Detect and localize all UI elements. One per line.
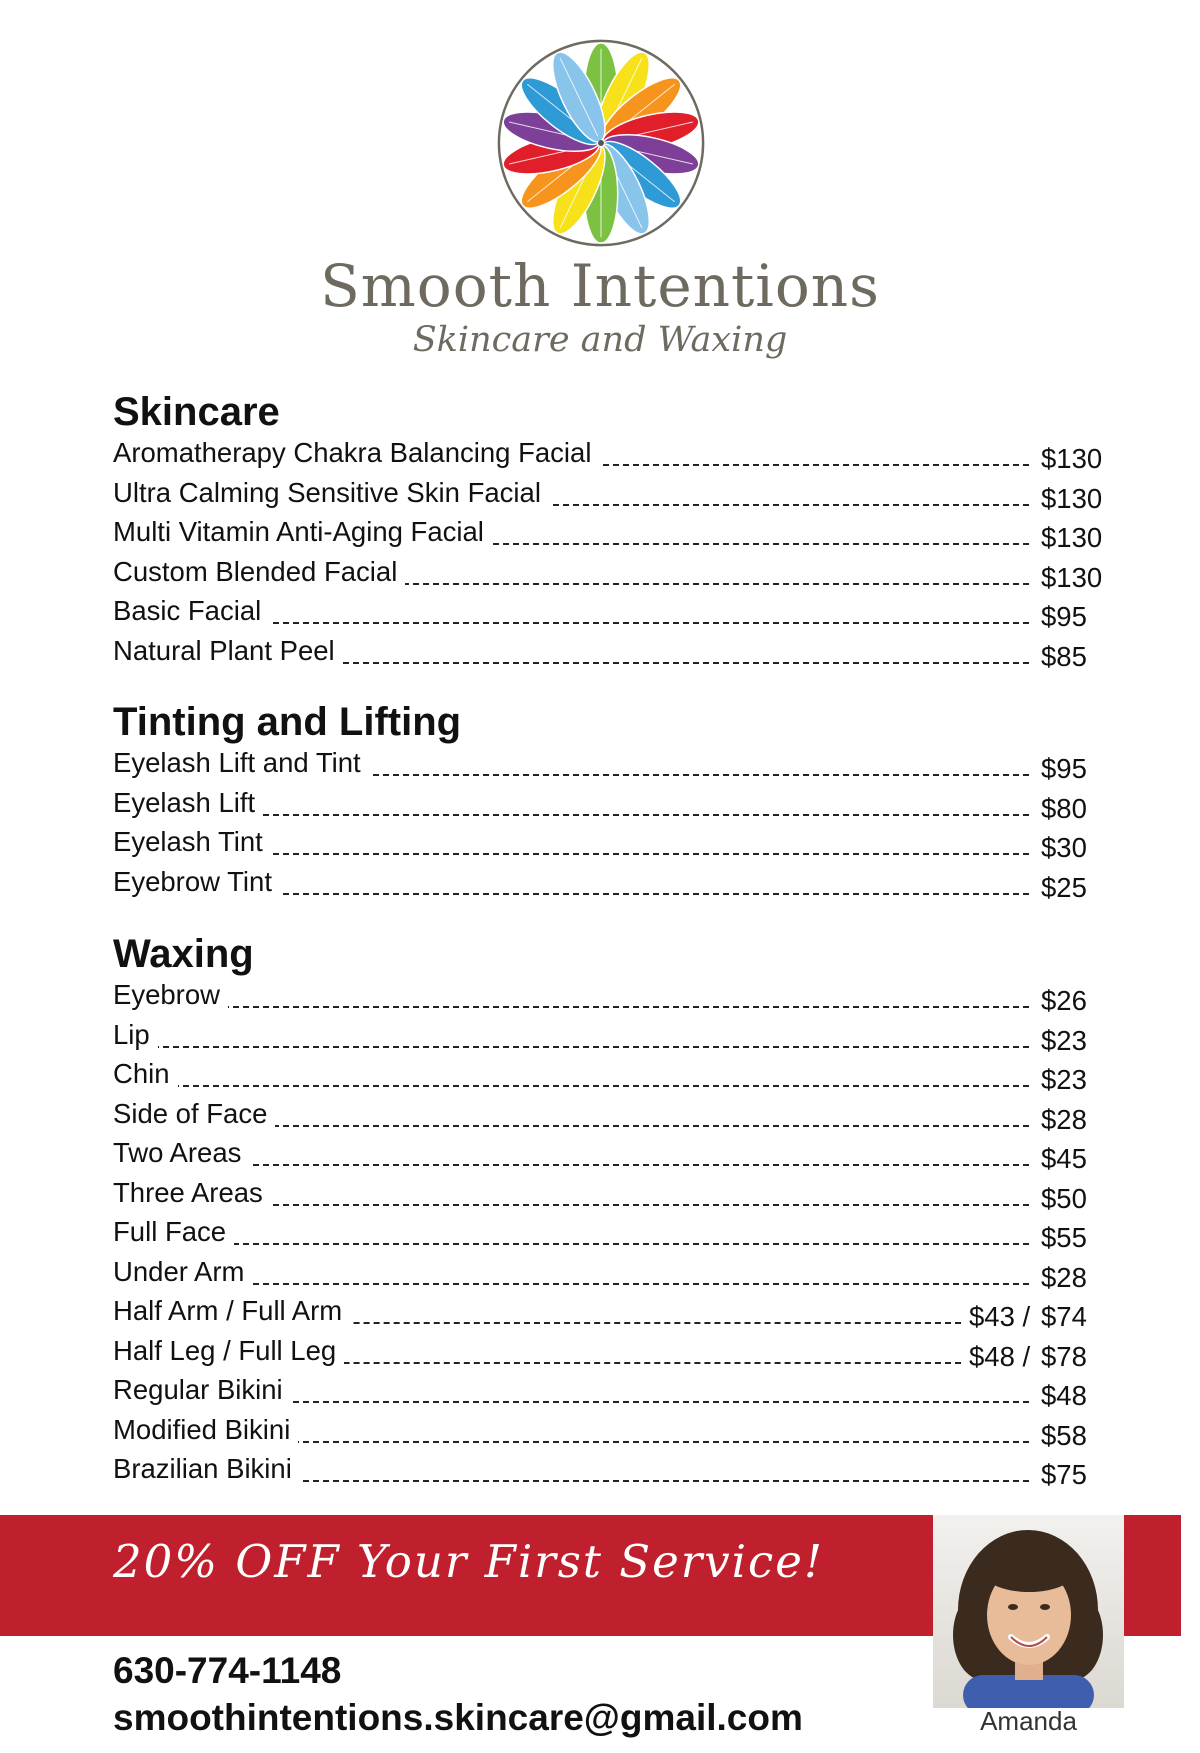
portrait-illustration — [933, 1515, 1124, 1708]
service-name: Natural Plant Peel — [113, 634, 343, 668]
section-title: Waxing — [113, 932, 254, 976]
service-name: Custom Blended Facial — [113, 555, 405, 589]
brand-name: Smooth Intentions — [320, 252, 880, 320]
promo-banner — [0, 1515, 933, 1636]
service-name: Eyelash Lift and Tint — [113, 746, 369, 780]
service-price: $28 — [1041, 1103, 1087, 1135]
service-name: Half Arm / Full Arm — [113, 1294, 350, 1328]
contact-email: smoothintentions.skincare@gmail.com — [113, 1697, 803, 1738]
service-price: $30 — [1041, 832, 1087, 863]
service-name: Ultra Calming Sensitive Skin Facial — [113, 476, 549, 510]
service-name: Chin — [113, 1057, 178, 1091]
service-price-half: $48 / — [969, 1340, 1031, 1372]
service-price: $50 — [1041, 1182, 1087, 1214]
price-row — [113, 1018, 1113, 1058]
service-name: Three Areas — [113, 1176, 271, 1210]
service-price: $85 — [1041, 640, 1087, 672]
service-price: $48 — [1041, 1380, 1087, 1411]
price-row — [113, 746, 1113, 786]
price-row — [113, 515, 1113, 555]
service-price: $58 — [1041, 1419, 1087, 1451]
price-row — [113, 786, 1113, 826]
price-row — [113, 1294, 1113, 1334]
service-price: $130 — [1041, 522, 1103, 553]
logo-mandala — [493, 35, 709, 251]
section-title: Tinting and Lifting — [113, 700, 462, 744]
price-row — [113, 1452, 1113, 1492]
service-name: Under Arm — [113, 1255, 252, 1289]
service-name: Eyelash Lift — [113, 786, 263, 820]
price-row — [113, 634, 1113, 674]
contact-phone: 630-774-1148 — [113, 1650, 342, 1691]
service-price: $75 — [1041, 1459, 1087, 1490]
price-row — [113, 1255, 1113, 1295]
service-name: Modified Bikini — [113, 1413, 298, 1447]
price-row — [113, 1097, 1113, 1137]
service-price: $95 — [1041, 601, 1087, 632]
promo-banner-edge — [1124, 1515, 1181, 1636]
section-tinting-lifting — [113, 698, 1113, 904]
service-name: Half Leg / Full Leg — [113, 1334, 344, 1368]
photo-caption: Amanda — [980, 1706, 1077, 1736]
service-name: Eyebrow — [113, 978, 228, 1012]
service-price: $74 — [1041, 1301, 1087, 1332]
price-row — [113, 865, 1113, 905]
price-row — [113, 1136, 1113, 1176]
service-name: Eyebrow Tint — [113, 865, 280, 899]
price-row — [113, 1334, 1113, 1374]
service-price: $26 — [1041, 985, 1087, 1016]
section-waxing — [113, 930, 1113, 1492]
service-price: $23 — [1041, 1064, 1087, 1095]
service-name: Aromatherapy Chakra Balancing Facial — [113, 436, 599, 470]
service-name: Lip — [113, 1018, 158, 1052]
section-skincare — [113, 388, 1113, 673]
service-price: $45 — [1041, 1143, 1087, 1174]
price-row — [113, 555, 1113, 595]
service-price: $23 — [1041, 1024, 1087, 1056]
service-price: $95 — [1041, 753, 1087, 784]
price-row — [113, 1373, 1113, 1413]
staff-photo — [933, 1515, 1124, 1708]
service-name: Full Face — [113, 1215, 234, 1249]
price-row — [113, 1413, 1113, 1453]
service-name: Two Areas — [113, 1136, 249, 1170]
service-name: Eyelash Tint — [113, 825, 271, 859]
price-row — [113, 1215, 1113, 1255]
promo-text: 20% OFF Your First Service! — [113, 1535, 824, 1588]
section-title: Skincare — [113, 390, 280, 434]
price-row — [113, 594, 1113, 634]
price-row — [113, 978, 1113, 1018]
service-price: $80 — [1041, 792, 1087, 824]
service-price: $78 — [1041, 1340, 1087, 1372]
service-name: Regular Bikini — [113, 1373, 291, 1407]
service-name: Brazilian Bikini — [113, 1452, 300, 1486]
service-name: Side of Face — [113, 1097, 275, 1131]
price-row — [113, 436, 1113, 476]
price-row — [113, 1057, 1113, 1097]
price-row — [113, 825, 1113, 865]
brand-tagline: Skincare and Waxing — [412, 320, 788, 360]
service-price: $130 — [1041, 561, 1103, 593]
price-row — [113, 476, 1113, 516]
service-price: $130 — [1041, 482, 1103, 514]
service-price: $28 — [1041, 1261, 1087, 1293]
price-row — [113, 1176, 1113, 1216]
service-name: Basic Facial — [113, 594, 269, 628]
service-price: $55 — [1041, 1222, 1087, 1253]
service-name: Multi Vitamin Anti-Aging Facial — [113, 515, 492, 549]
service-price: $130 — [1041, 443, 1103, 474]
service-price: $25 — [1041, 871, 1087, 903]
service-price-half: $43 / — [969, 1301, 1031, 1332]
